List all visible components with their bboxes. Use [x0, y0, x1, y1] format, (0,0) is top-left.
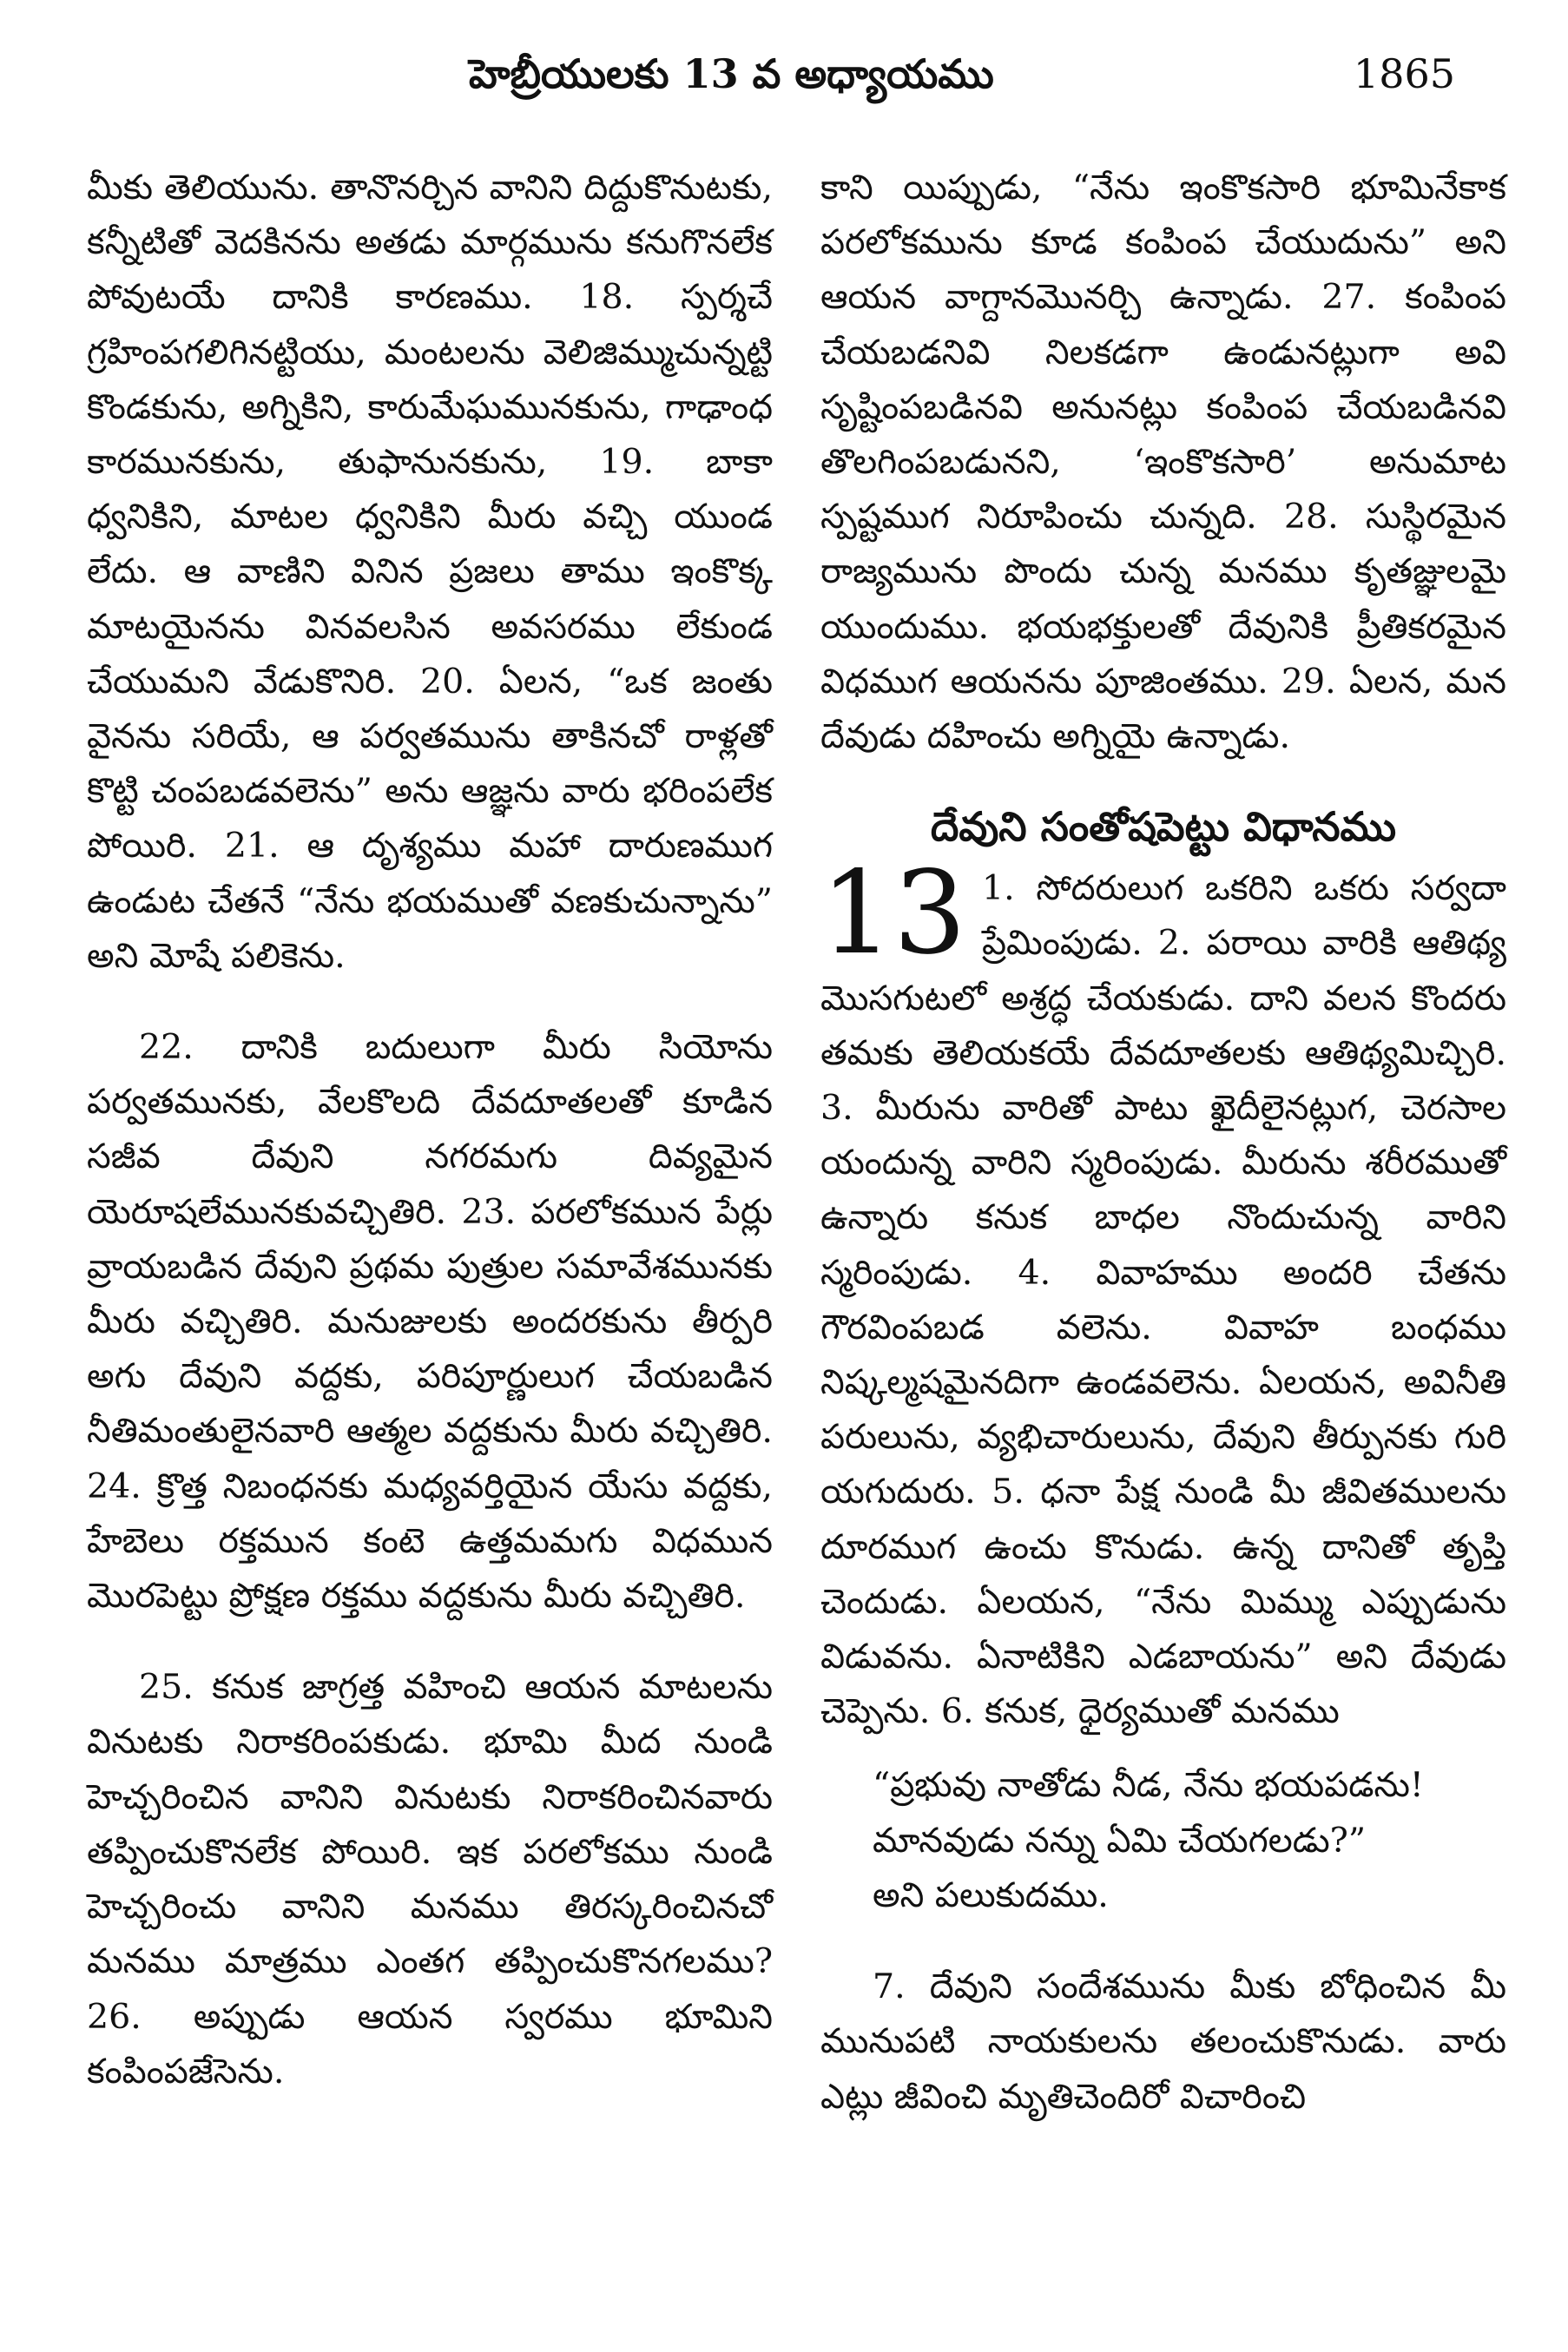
section-heading: దేవుని సంతోషపెట్టు విధానము — [930, 803, 1397, 851]
chapter-number: 13 — [820, 847, 966, 981]
quotation-line: “ప్రభువు నాతోడు నీడ, నేను భయపడను! — [873, 1765, 1424, 1806]
paragraph: మీకు తెలియును. తానొనర్చిన వానిని దిద్దుకొనుటకు, కన్నీటితో వెదకినను అతడు మార్గమును కనుగొనలేక పోవుటయే దానికి కారణము. 18. స్పర్శచే గ్రహింపగలిగినట్టియు, మంటలను వెలిజిమ్ముచున్నట్టి కొండకును, అగ్నికిని, కారుమేఘమునకును, గాఢాంధ కారమునకును, తుఫానునకును, 19. బాకా ధ్వనికిని, మాటల ధ్వనికిని మీరు వచ్చి యుండ లేదు. ఆ వాణిని వినిన ప్రజలు తాము ఇంకొక్క మాటయైనను వినవలసిన అవసరము లేకుండ చేయుమని వేడుకొనిరి. 20. ఏలన, “ఒక జంతు వైనను సరియే, ఆ పర్వతమును తాకినచో రాళ్లతో కొట్టి చంపబడవలెను” అను ఆజ్ఞను వారు భరింపలేక పోయిరి. 21. ఆ దృశ్యము మహా దారుణముగ ఉండుట చేతనే “నేను భయముతో వణకుచున్నాను” అని మోషే పలికెను. — [87, 168, 773, 976]
chapter-title: హెబ్రీయులకు 13 వ అధ్యాయము — [469, 50, 994, 97]
quotation-block — [873, 1758, 1506, 1923]
chapter-paragraph — [820, 847, 1506, 1739]
paragraph: 7. దేవుని సందేశమును మీకు బోధించిన మీ మునుపటి నాయకులను తలంచుకొనుడు. వారు ఎట్లు జీవించి మృతిచెందిరో విచారించి — [820, 1967, 1506, 2117]
quotation-line: అని పలుకుదము. — [873, 1874, 1109, 1915]
paragraph: 22. దానికి బదులుగా మీరు సియోను పర్వతమునకు, వేలకొలది దేవదూతలతో కూడిన సజీవ దేవుని నగరమగు దివ్యమైన యెరూషలేమునకువచ్చితిరి. 23. పరలోకమున పేర్లు వ్రాయబడిన దేవుని ప్రథమ పుత్రుల సమావేశమునకు మీరు వచ్చితిరి. మనుజులకు అందరకును తీర్పరి అగు దేవుని వద్దకు, పరిపూర్ణులుగ చేయబడిన నీతిమంతులైనవారి ఆత్మల వద్దకును మీరు వచ్చితిరి. 24. క్రొత్త నిబంధనకు మధ్యవర్తియైన యేసు వద్దకు, హేబెలు రక్తమున కంటె ఉత్తమమగు విధమున మొరపెట్టు ప్రోక్షణ రక్తము వద్దకును మీరు వచ్చితిరి. — [87, 1027, 773, 1617]
left-column — [87, 161, 773, 2099]
paragraph: 25. కనుక జాగ్రత్త వహించి ఆయన మాటలను వినుటకు నిరాకరింపకుడు. భూమి మీద నుండి హెచ్చరించిన వానిని వినుటకు నిరాకరించినవారు తప్పించుకొనలేక పోయిరి. ఇక పరలోకము నుండి హెచ్చరించు వానిని మనము తిరస్కరించినచో మనము మాత్రము ఎంతగ తప్పించుకొనగలము? 26. అప్పుడు ఆయన స్వరము భూమిని కంపింపజేసెను. — [87, 1667, 773, 2092]
page-number: 1865 — [1353, 50, 1455, 97]
chapter-text: 1. సోదరులుగ ఒకరిని ఒకరు సర్వదా ప్రేమింపుడు. 2. పరాయి వారికి ఆతిథ్య మొసగుటలో అశ్రద్ధ చేయకుడు. దాని వలన కొందరు తమకు తెలియకయే దేవదూతలకు ఆతిథ్యమిచ్చిరి. 3. మీరును వారితో పాటు ఖైదీలైనట్లుగ, చెరసాల యందున్న వారిని స్మరింపుడు. మీరును శరీరముతో ఉన్నారు కనుక బాధల నొందుచున్న వారిని స్మరింపుడు. 4. వివాహము అందరి చేతను గౌరవింపబడ వలెను. వివాహ బంధము నిష్కల్మషమైనదిగా ఉండవలెను. ఏలయన, అవినీతి పరులును, వ్యభిచారులును, దేవుని తీర్పునకు గురి యగుదురు. 5. ధనా పేక్ష నుండి మీ జీవితములను దూరముగ ఉంచు కొనుడు. ఉన్న దానితో తృప్తి చెందుడు. ఏలయన, “నేను మిమ్ము ఎప్పుడును విడువను. ఏనాటికిని ఎడబాయను” అని దేవుడు చెప్పెను. 6. కనుక, ధైర్యముతో మనము — [820, 868, 1506, 1732]
page-header — [0, 35, 1568, 113]
right-column — [820, 161, 1506, 2125]
quotation-line: మానవుడు నన్ను ఏమి చేయగలడు?” — [873, 1820, 1367, 1861]
paragraph: కాని యిప్పుడు, “నేను ఇంకొకసారి భూమినేకాక పరలోకమును కూడ కంపింప చేయుదును” అని ఆయన వాగ్దానమొనర్చి ఉన్నాడు. 27. కంపింప చేయబడనివి నిలకడగా ఉండునట్లుగా అవి సృష్టింపబడినవి అనునట్లు కంపింప చేయబడినవి తొలగింపబడునని, ‘ఇంకొకసారి’ అనుమాట స్పష్టముగ నిరూపించు చున్నది. 28. సుస్థిరమైన రాజ్యమును పొందు చున్న మనము కృతజ్ఞులమై యుందుము. భయభక్తులతో దేవునికి ప్రీతికరమైన విధముగ ఆయనను పూజింతము. 29. ఏలన, మన దేవుడు దహించు అగ్నియై ఉన్నాడు. — [820, 168, 1506, 757]
